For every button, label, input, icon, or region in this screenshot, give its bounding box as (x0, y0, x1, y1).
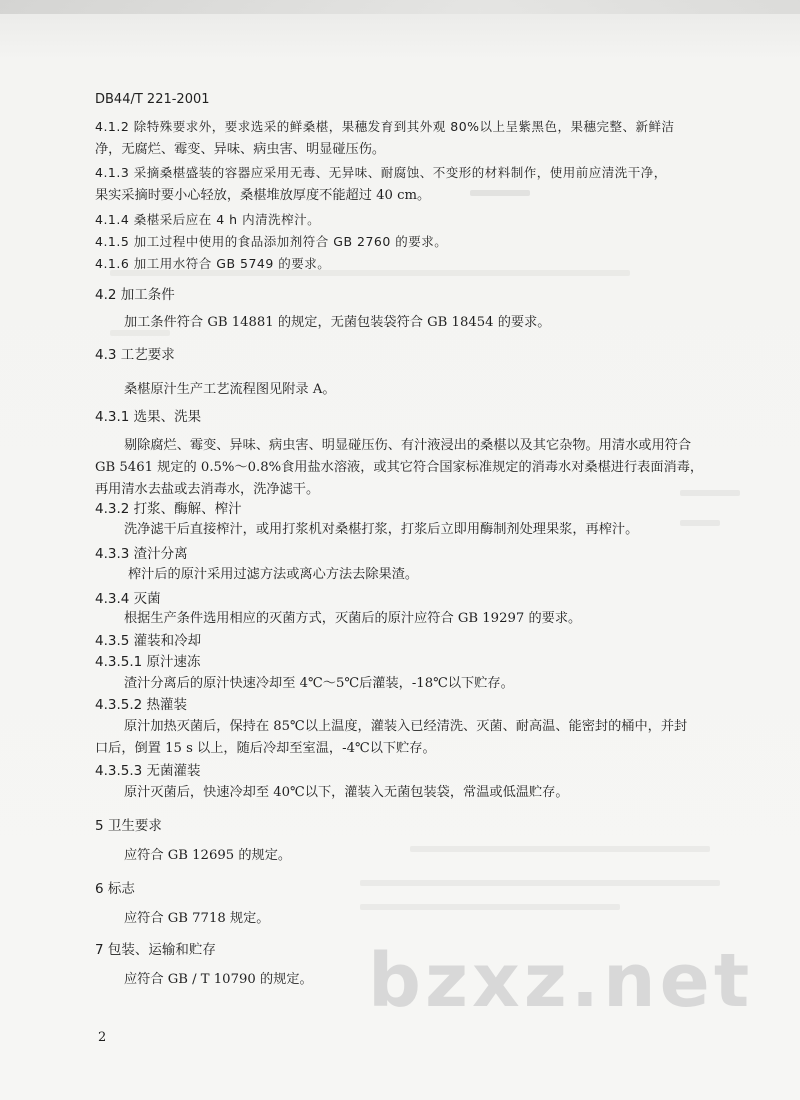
section-4-3-heading: 4.3 工艺要求 (95, 347, 175, 363)
clause-4-1-3-line1: 4.1.3 采摘桑椹盛装的容器应采用无毒、无异味、耐腐蚀、不变形的材料制作，使用前应清洗干净， (95, 165, 667, 180)
clause-4-1-4: 4.1.4 桑椹采后应在 4 h 内清洗榨汁。 (95, 212, 321, 227)
section-4-2-heading: 4.2 加工条件 (95, 287, 175, 303)
clause-4-3-3-heading: 4.3.3 渣汁分离 (95, 546, 188, 562)
bleed-through (470, 190, 530, 196)
clause-4-1-5: 4.1.5 加工过程中使用的食品添加剂符合 GB 2760 的要求。 (95, 234, 448, 249)
section-6-heading: 6 标志 (95, 881, 135, 897)
clause-4-3-1-line1: 剔除腐烂、霉变、异味、病虫害、明显碰压伤、有汁液浸出的桑椹以及其它杂物。用清水或用符合 (124, 438, 692, 453)
clause-4-1-2-line1: 4.1.2 除特殊要求外，要求选采的鲜桑椹，果穗发育到其外观 80%以上呈紫黑色，果穗完整、新鲜洁 (95, 119, 675, 134)
section-4-3-text: 桑椹原汁生产工艺流程图见附录 A。 (124, 382, 336, 397)
clause-4-3-3-text: 榨汁后的原汁采用过滤方法或离心方法去除果渣。 (128, 567, 419, 582)
clause-4-3-4-text: 根据生产条件选用相应的灭菌方式，灭菌后的原汁应符合 GB 19297 的要求。 (124, 611, 582, 626)
clause-4-3-1-line2: GB 5461 规定的 0.5%～0.8%食用盐水溶液，或其它符合国家标准规定的消毒水对桑椹进行表面消毒， (95, 460, 704, 475)
clause-4-3-2-text: 洗净滤干后直接榨汁，或用打浆机对桑椹打浆，打浆后立即用酶制剂处理果浆，再榨汁。 (124, 522, 639, 537)
clause-4-3-5-heading: 4.3.5 灌装和冷却 (95, 633, 202, 649)
section-5-heading: 5 卫生要求 (95, 818, 162, 834)
clause-4-3-5-1-text: 渣汁分离后的原汁快速冷却至 4℃～5℃后灌装，-18℃以下贮存。 (124, 676, 514, 691)
clause-4-3-1-heading: 4.3.1 选果、洗果 (95, 409, 202, 425)
clause-4-1-6: 4.1.6 加工用水符合 GB 5749 的要求。 (95, 256, 331, 271)
clause-4-1-3-line2: 果实采摘时要小心轻放，桑椹堆放厚度不能超过 40 cm。 (95, 188, 431, 203)
bleed-through (360, 904, 620, 910)
clause-4-3-1-line3: 再用清水去盐或去消毒水，洗净滤干。 (95, 482, 320, 497)
clause-4-3-2-heading: 4.3.2 打浆、酶解、榨汁 (95, 501, 242, 517)
section-7-text: 应符合 GB / T 10790 的规定。 (124, 972, 313, 987)
clause-4-3-5-2-heading: 4.3.5.2 热灌装 (95, 697, 188, 713)
clause-4-3-5-1-heading: 4.3.5.1 原汁速冻 (95, 654, 201, 670)
clause-4-3-5-3-text: 原汁灭菌后，快速冷却至 40℃以下，灌装入无菌包装袋，常温或低温贮存。 (124, 785, 569, 800)
section-6-text: 应符合 GB 7718 规定。 (124, 911, 270, 926)
bleed-through (680, 520, 720, 526)
section-7-heading: 7 包装、运输和贮存 (95, 942, 216, 958)
bleed-through (360, 880, 720, 886)
bleed-through (680, 490, 740, 496)
watermark-logo: bzxz.net (368, 938, 754, 1024)
bleed-through (410, 846, 710, 852)
clause-4-3-5-3-heading: 4.3.5.3 无菌灌装 (95, 763, 201, 779)
section-4-2-text: 加工条件符合 GB 14881 的规定，无菌包装袋符合 GB 18454 的要求。 (124, 315, 551, 330)
clause-4-1-2-line2: 净，无腐烂、霉变、异味、病虫害、明显碰压伤。 (95, 142, 386, 157)
clause-4-3-5-2-line1: 原汁加热灭菌后，保持在 85℃以上温度，灌装入已经清洗、灭菌、耐高温、能密封的桶中，并封 (124, 719, 688, 734)
page-number: 2 (98, 1030, 107, 1045)
standard-number: DB44/T 221-2001 (95, 92, 210, 107)
clause-4-3-4-heading: 4.3.4 灭菌 (95, 591, 161, 607)
section-5-text: 应符合 GB 12695 的规定。 (124, 848, 292, 863)
scan-header-strip (0, 0, 800, 14)
clause-4-3-5-2-line2: 口后，倒置 15 s 以上，随后冷却至室温，-4℃以下贮存。 (95, 741, 436, 756)
